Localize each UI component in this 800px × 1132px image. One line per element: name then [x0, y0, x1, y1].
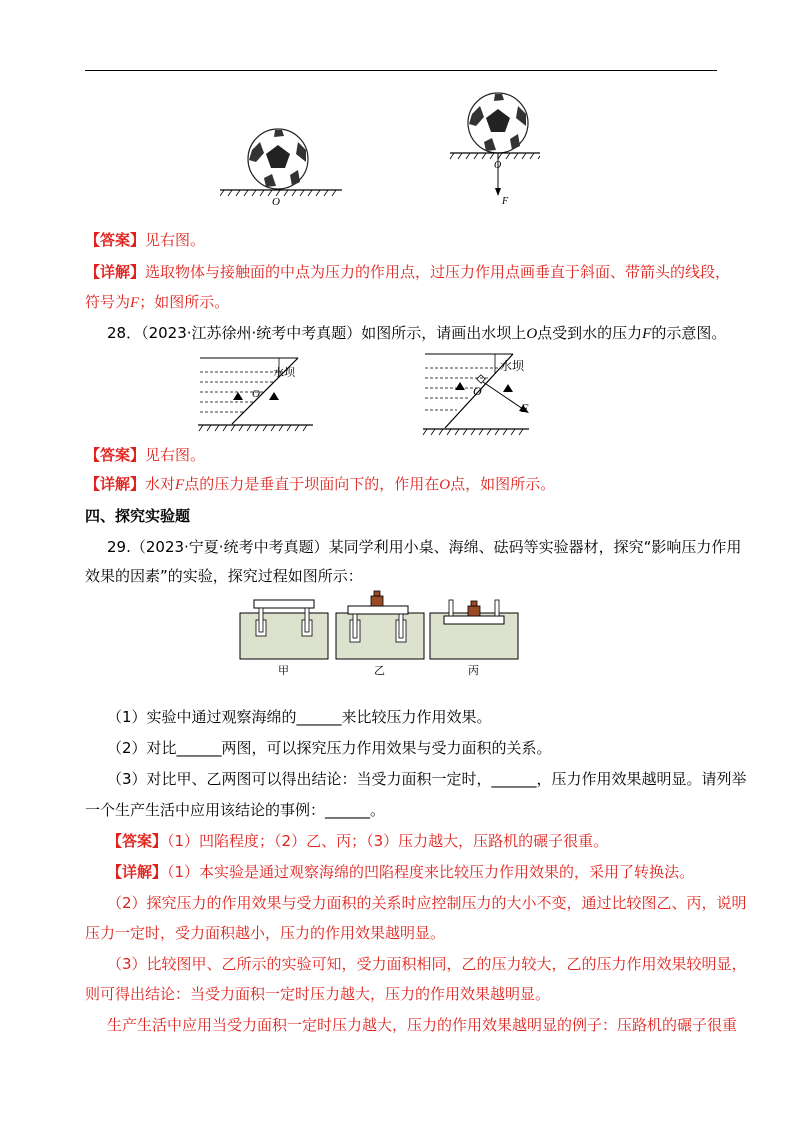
question-28 [107, 322, 747, 345]
detail-tag: 【详解】 [85, 475, 146, 493]
dam-left [198, 358, 313, 431]
answer-text: 见右图。 [145, 446, 206, 464]
detail-29-line4: （3）比较图甲、乙所示的实验可知，受力面积相同，乙的压力较大，乙的压力作用效果较明显， [107, 955, 747, 973]
answer-29 [107, 830, 747, 852]
dam-label: 水坝 [273, 366, 295, 379]
answer-text: 见右图。 [145, 231, 206, 249]
experiment-bing [430, 600, 518, 659]
question-number: 28． [107, 324, 142, 342]
detail-29-line6: 生产生活中应用当受力面积一定时压力越大，压力的作用效果越明显的例子：压路机的碾子很重 [107, 1016, 738, 1034]
detail-text: 水对 [145, 475, 176, 493]
sub-question-1: （1）实验中通过观察海绵的______来比较压力作用效果。 [107, 708, 492, 726]
detail-text: 符号为 [85, 293, 131, 311]
point-o: O [252, 388, 260, 400]
figure-28 [195, 352, 555, 437]
question-text: 的示意图。 [651, 324, 727, 342]
detail-tag: 【详解】 [107, 863, 168, 881]
detail-27-line1 [85, 261, 731, 283]
section-title: 四、探究实验题 [85, 507, 191, 525]
dam-label: 水坝 [500, 359, 525, 373]
experiment-yi [336, 591, 424, 659]
symbol-o: O [439, 477, 451, 493]
detail-text: ；如图所示。 [139, 293, 230, 311]
answer-tag: 【答案】 [85, 231, 146, 249]
detail-29-line3: 压力一定时，受力面积越小，压力的作用效果越明显。 [85, 924, 446, 942]
detail-text: 点，如图所示。 [450, 475, 556, 493]
force-label-f: F [521, 401, 529, 415]
fig27-label-o-right: O [494, 160, 502, 171]
question-text: （2023·江苏徐州·统考中考真题）如图所示，请画出水坝上 [141, 324, 527, 342]
detail-29-line2: （2）探究压力的作用效果与受力面积的关系时应控制压力的大小不变，通过比较图乙、丙，说明 [107, 894, 747, 912]
detail-27-line2 [85, 291, 725, 314]
figure-27 [220, 90, 540, 215]
sub-question-2: （2）对比______两图，可以探究压力作用效果与受力面积的关系。 [107, 739, 552, 757]
answer-tag: 【答案】 [85, 446, 146, 464]
fig27-label-f: F [502, 196, 509, 207]
symbol-f: F [642, 326, 652, 342]
answer-tag: 【答案】 [107, 832, 168, 850]
detail-29-line5: 则可得出结论：当受力面积一定时压力越大，压力的作用效果越明显。 [85, 985, 551, 1003]
sub-question-3-line1: （3）对比甲、乙两图可以得出结论：当受力面积一定时，______，压力作用效果越明显。请列举 [107, 770, 747, 788]
header-rule [85, 70, 717, 71]
question-29-line2: 效果的因素”的实验，探究过程如图所示： [85, 567, 363, 585]
fig27-label-o-left: O [272, 196, 280, 208]
soccer-ball-right [468, 93, 528, 153]
experiment-jia [240, 600, 328, 659]
symbol-f: F [130, 295, 140, 311]
detail-text: （1）本实验是通过观察海绵的凹陷程度来比较压力作用效果的，采用了转换法。 [167, 863, 695, 881]
soccer-ball-left [248, 129, 308, 189]
label-jia: 甲 [278, 664, 289, 677]
detail-tag: 【详解】 [85, 263, 146, 281]
point-o: O [473, 384, 482, 398]
detail-28 [85, 473, 725, 496]
dam-right [423, 354, 529, 435]
label-yi: 乙 [374, 664, 385, 677]
sub-question-3-line2: 一个生产生活中应用该结论的事例：______。 [85, 801, 386, 819]
question-29-line1: 29.（2023·宁夏·统考中考真题）某同学利用小桌、海绵、砝码等实验器材，探究“影响压力作用 [107, 538, 742, 556]
question-text: 点受到水的压力 [537, 324, 643, 342]
symbol-f: F [175, 477, 185, 493]
figure-29 [238, 588, 528, 678]
answer-27 [85, 229, 725, 251]
symbol-o: O [526, 326, 538, 342]
answer-28 [85, 444, 725, 466]
detail-29-line1 [107, 861, 747, 883]
label-bing: 丙 [468, 664, 479, 677]
answer-text: （1）凹陷程度；（2）乙、丙；（3）压力越大，压路机的碾子很重。 [167, 832, 609, 850]
detail-text: 选取物体与接触面的中点为压力的作用点，过压力作用点画垂直于斜面、带箭头的线段， [145, 263, 731, 281]
detail-text: 点的压力是垂直于坝面向下的，作用在 [184, 475, 440, 493]
